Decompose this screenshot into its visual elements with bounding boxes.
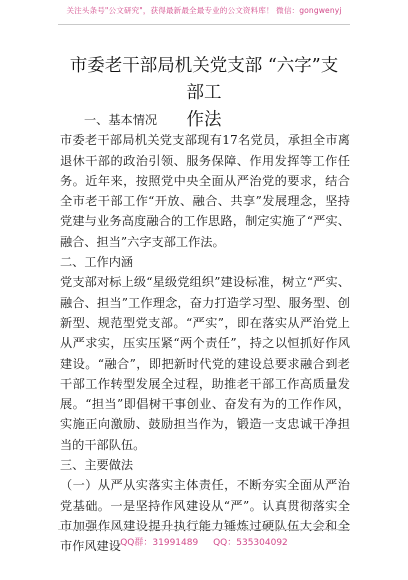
footer-divider — [58, 529, 350, 530]
section-heading-main-practices: 三、主要做法 — [60, 458, 134, 473]
document-body — [60, 110, 350, 557]
title-line-1: 市委老干部局机关党支部 “六字”支部工 — [69, 56, 339, 103]
paragraph-basic-info: 市委老干部局机关党支部现有17名党员，承担全市离退休干部的政治引领、服务保障、作用发挥等工作任务。近年来，按照党中央全面从严治党的要求，结合全市老干部工作“开放、融合、共享”发展理念，坚持党建与业务高度融合的工作思路，制定实施了“严实、融合、担当”六字支部工作法。 — [60, 133, 350, 249]
header-divider — [58, 24, 350, 25]
paragraph-work-content: 党支部对标上级“星级党组织”建设标准，树立“严实、融合、担当”工作理念，奋力打造学习型、服务型、创新型、规范型党支部。“严实”，即在落实从严治党上从严求实，压实压紧“两个责任”，持之以恒抓好作风建设。“融合”，即把新时代党的建设总要求融合到老干部工作转型发展全过程，助推老干部工作高质量发展。“担当”即倡树干事创业、奋发有为的工作作风，实施正向激励、鼓励担当作为，锻造一支忠诚干净担当的干部队伍。 — [60, 275, 350, 452]
section-heading-basic-info: 一、基本情况 — [84, 113, 158, 127]
title-line-2: 作法 — [186, 110, 222, 130]
footer-qq-number: QQ：535304092 — [213, 538, 288, 548]
section-heading-work-content: 二、工作内涵 — [60, 255, 134, 270]
footer-contact — [0, 535, 408, 548]
footer-qq-group: QQ群：31991489 — [120, 538, 199, 548]
header-notice: 关注头条号"公文研究"，获得最新最全最专业的公文资料库！ 微信：gongwenyj — [66, 6, 342, 15]
paragraph-main-practices: （一）从严从实落实主体责任，不断夯实全面从严治党基础。一是坚持作风建设从“严”。认真贯彻落实全市加强作风建设提升执行能力锤炼过硬队伍大会和全市作风建设 — [60, 478, 350, 554]
